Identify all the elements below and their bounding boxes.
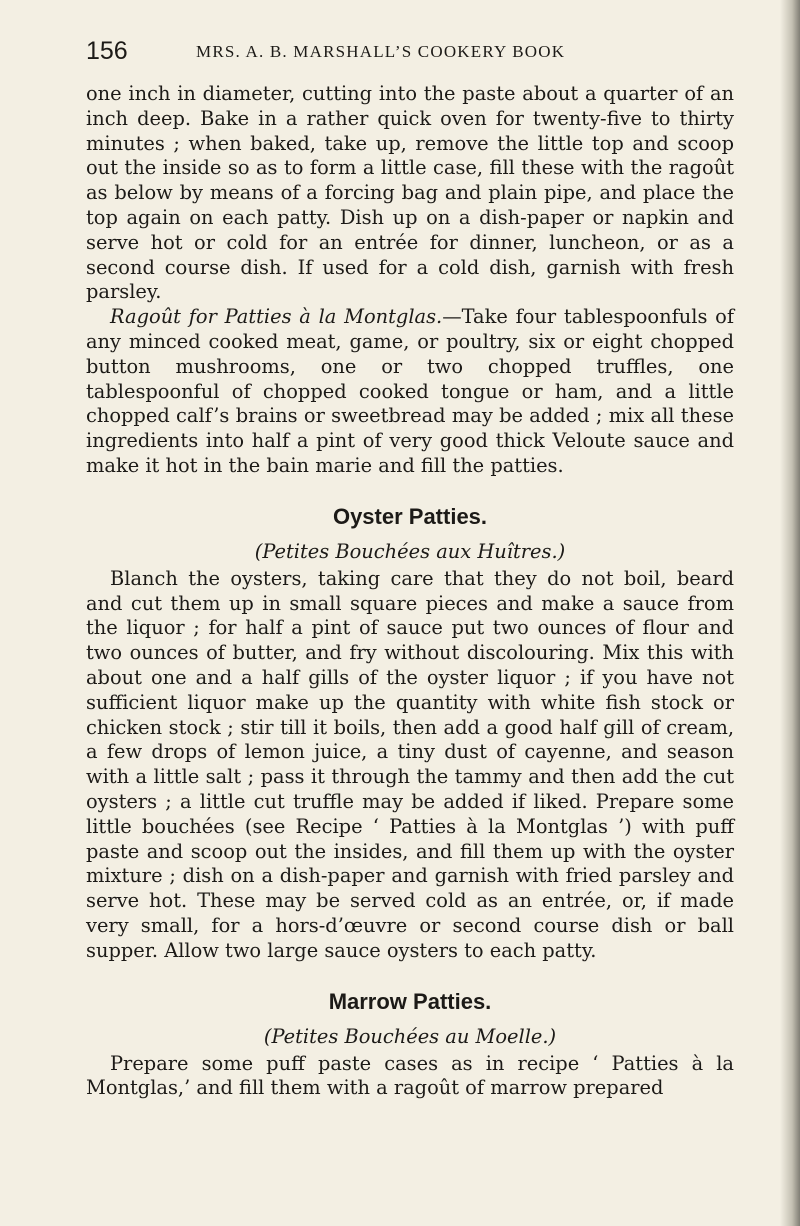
marrow-patties-title: Marrow Patties. <box>328 988 492 1014</box>
page-header <box>86 34 734 68</box>
page-edge-shadow <box>780 0 800 1226</box>
ragout-text: —Take four tablespoonfuls of any minced cooked meat, game, or poultry, six or eight chopped button mushrooms, one or two chopped truffles, one tablespoonful of chopped cooked tongue or ham, and a little chopped calf’s brains or sweetbread may be added ; mix all these ingredients into half a pint of very good thick Veloute sauce and make it hot in the bain marie and fill the patties. <box>86 305 734 477</box>
ragout-heading: Ragoût for Patties à la Montglas. <box>110 305 443 329</box>
continuation-paragraph: one inch in diameter, cutting into the paste about a quarter of an inch deep. Bake in a rather quick oven for twenty-five to thirty minutes ; when baked, take up, remove the little top and scoop out the inside so as to form a little case, fill these with the ragoût as below by means of a forcing bag and plain pipe, and place the top again on each patty. Dish up on a dish-paper or napkin and serve hot or cold for an entrée for dinner, luncheon, or as a second course dish. If used for a cold dish, garnish with fresh parsley. <box>86 82 734 304</box>
marrow-patties-subtitle: (Petites Bouchées au Moelle.) <box>263 1024 557 1048</box>
marrow-patties-paragraph: Prepare some puff paste cases as in recipe ‘ Patties à la Montglas,’ and fill them with a ragoût of marrow prepared <box>86 1051 734 1100</box>
oyster-patties-paragraph: Blanch the oysters, taking care that they do not boil, beard and cut them up in small square pieces and make a sauce from the liquor ; for half a pint of sauce put two ounces of flour and two ounces of butter, and fry without discolouring. Mix this with about one and a half gills of the oyster liquor ; if you have not sufficient liquor make up the quantity with white fish stock or chicken stock ; stir till it boils, then add a good half gill of cream, a few drops of lemon juice, a tiny dust of cayenne, and season with a little salt ; pass it through the tammy and then add the cut oysters ; a little cut truffle may be added if liked. Prepare some little bouchées (see Recipe ‘ Patties à la Montglas ’) with puff paste and scoop out the insides, and fill them up with the oyster mixture ; dish on a dish-paper and garnish with fried parsley and serve hot. These may be served cold as an entrée, or, if made very small, for a hors-d’œuvre or second course dish or ball supper. Allow two large sauce oysters to each patty. <box>86 566 734 962</box>
page-number: 156 <box>86 37 128 65</box>
running-title: MRS. A. B. MARSHALL’S COOKERY BOOK <box>196 42 566 61</box>
page-body <box>86 82 734 1101</box>
oyster-patties-title: Oyster Patties. <box>332 503 488 529</box>
ragout-paragraph <box>86 305 734 479</box>
oyster-patties-subtitle: (Petites Bouchées aux Huîtres.) <box>254 539 566 563</box>
